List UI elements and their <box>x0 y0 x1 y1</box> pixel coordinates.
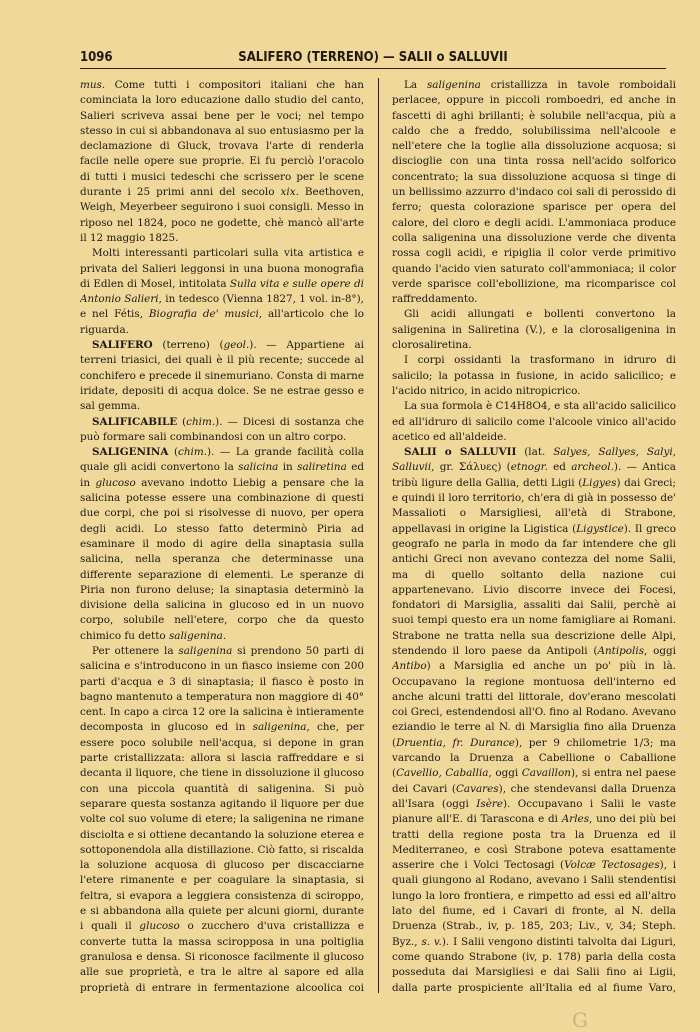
entry-headword: SALIGENINA <box>92 446 169 459</box>
paragraph <box>392 445 676 993</box>
text-run: glucoso <box>139 920 180 933</box>
entry-headword: SALIFERO <box>92 339 153 352</box>
text-run: Antipolis <box>597 644 645 657</box>
text-run: La <box>404 79 427 91</box>
text-run: ), si entra nel paese dei Cavari ( <box>392 767 676 795</box>
text-run: chim. <box>178 446 208 459</box>
text-run: Antibo <box>392 660 427 673</box>
text-run: in <box>278 461 298 474</box>
text-run: Salyes, Sallyes, Salyi, Salluvii <box>392 446 676 474</box>
text-run: (terreno) ( <box>152 339 224 352</box>
text-run: . Beethoven, Weigh, Meyerbeer seguirono i suoi consigli. Messo in riposo nel 1824, poco ne godette, chè mancò all'arte il 12 maggio 1825. <box>80 186 364 244</box>
page-header <box>80 44 666 69</box>
text-run: Ligystice <box>576 522 624 535</box>
text-run: . <box>222 629 227 642</box>
text-run: Molti interessanti particolari sulla vita artistica e privata del Salieri leggonsi in una buona monografia di Edlen di Mosel, intitolata <box>80 247 364 290</box>
text-run: ( <box>168 446 179 459</box>
paragraph <box>392 399 676 445</box>
page-number: 1096 <box>80 50 113 65</box>
paragraph <box>80 644 364 993</box>
text-run: , uno dei più bei tratti della regione posta tra la Druenza ed il Mediterraneo, e così Strabone poteva esattamente asserire che i Volci Tectosagi ( <box>392 813 676 872</box>
text-run: cristallizza in tavole romboidali perlacee, oppure in piccoli romboedri, ed anche in fascetti di aghi brillanti; è solubile nell'acqua, più a caldo che a freddo, solubilissima nell'alcoole e nell'etere che la toglie alla dissoluzione acquosa; si discioglie con una tinta rossa nell'acido solforico concentrato; la sua dissoluzione acquosa si tinge di un bellissimo azzurro d'indaco coi sali di perossido di ferro; questa colorazione sparisce per opera del calore, del cloro e degli acidi. L'ammoniaca produce colla saligenina una dissoluzione verde che diventa rossa cogli acidi, e ripiglia il color verde primitivo quando l'acido vien saturato coll'ammoniaca; il color verde sparisce coll'ebollizione, ma ricomparisce col raffreddamento. <box>392 79 676 306</box>
text-run: ( <box>177 415 187 428</box>
paragraph <box>392 353 676 399</box>
text-run: Cavellio, Caballia <box>396 767 489 780</box>
text-run: saligenina <box>426 79 481 91</box>
text-run: s. v. <box>421 935 442 948</box>
text-run: ). — Dicesi di sostanza che può formare sali combinandosi con un altro corpo. <box>80 415 364 443</box>
text-run: saligenina <box>252 721 307 734</box>
text-run: , gr. Σάλυες) ( <box>431 461 511 474</box>
paragraph <box>392 78 676 307</box>
paragraph <box>80 415 364 446</box>
text-run: geol. <box>223 339 250 352</box>
text-run: Sulla vita e sulle opere di Antonio Salieri <box>80 277 364 306</box>
text-run: saligenina <box>168 629 223 642</box>
entry-headword: SALII o SALLUVII <box>404 446 517 459</box>
text-run: salicina <box>238 461 279 474</box>
text-run: ed <box>547 461 572 474</box>
text-run: etnogr. <box>510 461 548 474</box>
running-head: SALIFERO (TERRENO) — SALII o SALLUVII <box>238 50 508 65</box>
text-run: ). I Salii vengono distinti talvolta dai Liguri, come quando Strabone (iv, p. 178) parla della costa posseduta dai Marsigliesi e dai Salii fino ai Ligii, dalla parte prospiciente all'Italia ed al fiume Varo, <box>392 935 676 993</box>
text-run: ), che stendevansi dalla Druenza all'Isara (oggi <box>392 782 676 810</box>
text-run: ). Occupavano i Salii le vaste pianure all'E. di Tarascona e di <box>392 797 676 826</box>
text-run: Arles <box>561 813 590 826</box>
text-run: , all'articolo che lo riguarda. <box>80 308 364 336</box>
text-run: ), i quali giungono al Rodano, avevano i Salii stendentisi lungo la loro frontiera, e rimpetto ad essi ed all'altro lato del fiume, ed i Cavari di fronte, al N. della Druenza (Strab., iv, p. 185, 203; Liv., v, 34; Steph. Byz., <box>392 859 676 948</box>
text-run: ), per 9 chilometrie 1/3; ma varcando la Druenza a Cabellione o Caballione ( <box>392 736 676 780</box>
text-run: Volcæ Tectosages <box>564 859 660 872</box>
text-run: ) a Marsiglia ed anche un po' più in là. Occupavano la regione montuosa dell'interno ed anche alcuni tratti del littorale, dov'erano mescolati coi Greci, estendendosi all'O. fino al Rodano. Avevano eziandio le terre al N. di Marsiglia fino alla Druenza ( <box>392 660 676 749</box>
text-run: Come tutti i compositori italiani che han cominciata la loro educazione dallo studio del canto, Salieri scriveva assai bene per le voci; nel tempo stesso in cui si abbandonava al suo entusiasmo per la declamazione di Gluck, trovava l'arte di renderla facile nelle opere sue proprie. Ei fu perciò l'oracolo di tutti i musici tedeschi che scrissero per le scene durante i 25 primi anni del secolo <box>80 79 364 199</box>
left-column <box>80 78 364 993</box>
watermark: G <box>572 1008 588 1032</box>
text-run: (lat. <box>516 446 554 459</box>
text-run: saligenina <box>178 644 233 657</box>
text-run: Gli acidi allungati e bollenti convertono la saligenina in Saliretina (V.), e la clorosaligenina in clorosaliretina. <box>392 308 676 352</box>
paragraph <box>80 246 364 338</box>
entry-headword: SALIFICABILE <box>92 415 178 428</box>
text-run: saliretina <box>297 461 347 474</box>
text-run: mus. <box>80 79 106 91</box>
text-run: Cavares <box>455 782 499 795</box>
text-run: ). — Appartiene ai terreni triasici, dei quali è il più recente; succede al conchifero e precede il sinemuriano. Consta di marne iridate, depositi di acqua dolce. Se ne estrae gesso e sal gemma. <box>80 339 364 413</box>
paragraph <box>392 307 676 353</box>
text-run: , in tedesco (Vienna 1827, 1 vol. in-8°), e nel Fétis, <box>80 293 364 321</box>
text-run: avevano indotto Liebig a pensare che la salicina potesse essere una combinazione di questi due corpi, che poi si risolvesse di nuovo, per opera degli acidi. Lo stesso fatto determinò Piria ad esaminare il modo di agire della sinaptasia sulla salicina, nella speranza che determinasse una differente separazione di elementi. Le speranze di Piria non furono deluse; la sinaptasia determinò la divisione della salicina in glucoso ed in un nuovo corpo, solubile nell'etere, corpo che da questo chimico fu detto <box>80 476 364 642</box>
text-run: Biografia de' musici <box>148 308 259 321</box>
right-column <box>392 78 676 993</box>
text-run: Druentia, fr. Durance <box>396 736 515 749</box>
text-run: ). — La grande facilità colla quale gli acidi convertono la <box>80 446 364 474</box>
paragraph <box>80 78 364 246</box>
column-divider <box>378 78 379 993</box>
text-run: chim. <box>186 415 216 428</box>
text-run: xix <box>280 186 296 199</box>
text-run: Per ottenere la <box>92 644 179 657</box>
text-run: Cavaillon <box>521 767 571 780</box>
text-run: La sua formola è C14H8O4, e sta all'acido salicilico ed all'idruro di salicilo come l'alcoole vinico all'acido acetico ed all'aldeide. <box>392 400 676 443</box>
text-run: glucoso <box>95 476 136 489</box>
text-run: , che, per essere poco solubile nell'acqua, si depone in gran parte cristallizzata: allora si lascia raffreddare e si decanta il liquore, che tiene in dissoluzione il glucoso con una piccola quantità di saligenina. Si può separare questa sostanza agitando il liquore per due volte col suo volume di etere; la saligenina ne rimane disciolta e si ottiene decantando la soluzione eterea e sottoponendola alla distillazione. Ciò fatto, si riscalda la soluzione acquosa di glucoso per discacciarne l'etere rimanente e per coagulare la sinaptasia, si feltra, si evapora a leggiera consistenza di sciroppo, e si abbandona alla quiete per alcuni giorni, durante i quali il <box>80 721 364 933</box>
text-run: Ligyes <box>582 476 617 489</box>
text-run: ) dai Greci; e quindi il loro territorio, ch'era di già in possesso de' Massalioti o Marsigliesi, all'età di Strabone, appellavasi in origine la Ligistica ( <box>392 476 676 535</box>
text-run: o zucchero d'uva cristallizza e converte tutta la massa sciropposa in una poltiglia granulosa e densa. Si riconosce facilmente il glucoso alle sue proprietà, e tra le altre al sapore ed alla proprietà di entrare in fermentazione alcoolica coi <box>80 920 364 993</box>
text-run: Isère <box>476 797 503 810</box>
text-run: , oggi <box>644 644 676 657</box>
paragraph <box>80 445 364 644</box>
text-run: ). Il greco geografo ne parla in modo da far intendere che gli antichi Greci non avevano contezza del nome Salii, ma di quello soltanto della nazione cui appartenevano. Livio discorre invece dei Focesi, fondatori di Marsiglia, assaliti dai Salii, perchè ai suoi tempi questo era un nome famigliare ai Romani. Strabone ne tratta nella sua descrizione delle Alpi, stendendo il loro paese da Antipoli ( <box>392 522 676 657</box>
text-run: ed in <box>80 461 364 489</box>
text-run: , oggi <box>488 767 522 780</box>
text-run: archeol. <box>571 461 614 474</box>
paragraph <box>80 338 364 414</box>
text-run: ). — Antica tribù ligure della Gallia, detti Ligii ( <box>392 461 676 489</box>
text-run: I corpi ossidanti la trasformano in idruro di salicilo; la potassa in fusione, in acido salicilico; e l'acido nitrico, in acido nitropicrico. <box>392 354 676 397</box>
text-run: si prendono 50 parti di salicina e s'introducono in un fiasco insieme con 200 parti d'acqua e 3 di sinaptasia; il fiasco è posto in bagno mantenuto a temperatura non maggiore di 40° cent. In capo a circa 12 ore la salicina è intieramente decomposta in glucoso ed in <box>80 644 364 734</box>
